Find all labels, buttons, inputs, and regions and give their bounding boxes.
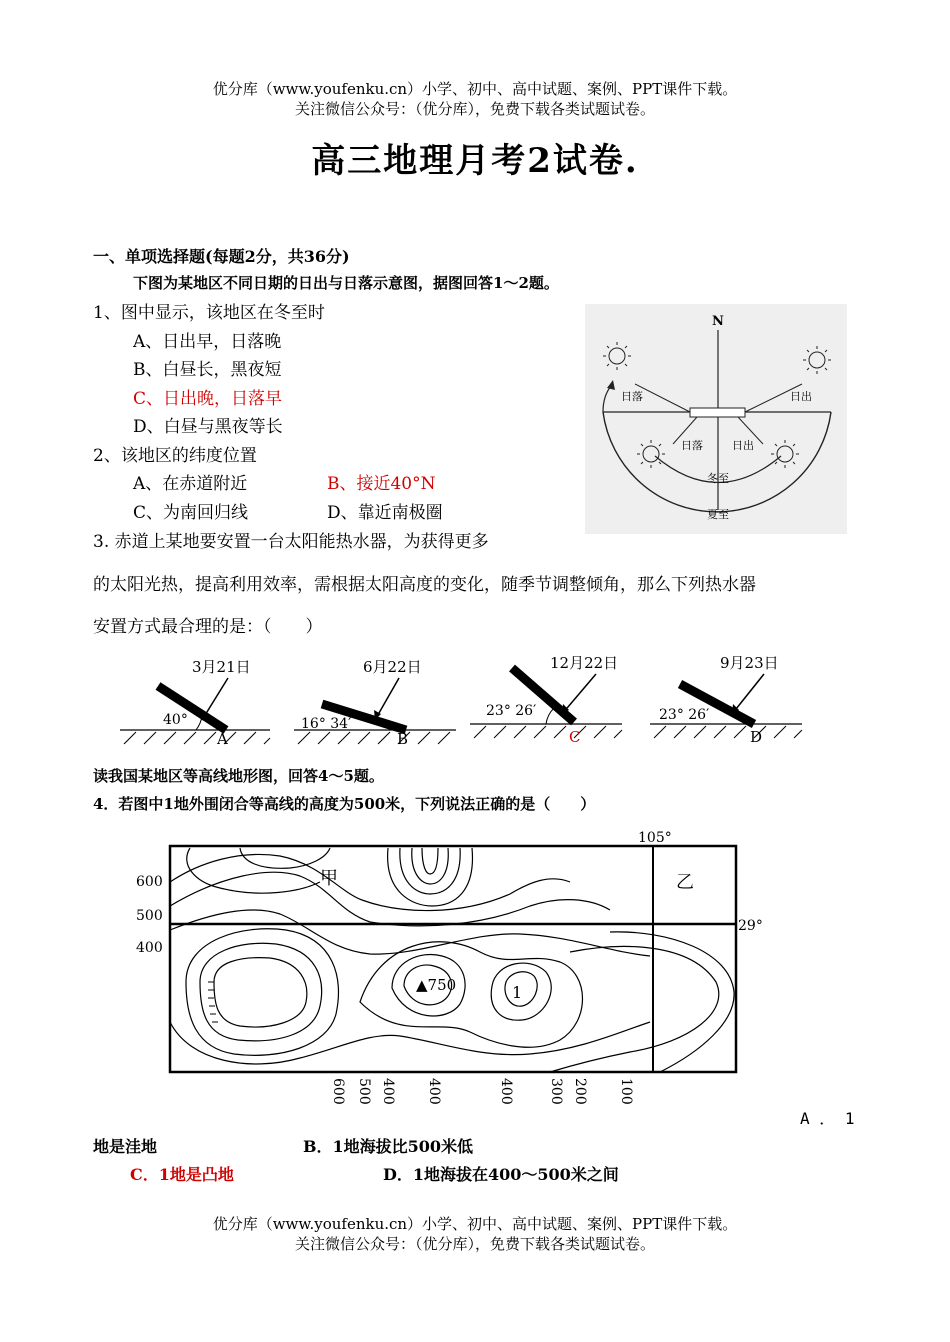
winter-solstice-label: 冬至 (707, 472, 729, 485)
bottom-label: 400 (498, 1078, 514, 1105)
q4-option-d: D．1地海拔在400～500米之间 (383, 1165, 619, 1184)
sun-diagram-background (585, 304, 847, 534)
sunset-upper-label: 日落 (621, 390, 643, 403)
heater-d-date: 9月23日 (720, 654, 779, 672)
heater-option-d (650, 654, 802, 746)
q4-stem: 4．若图中1地外围闭合等高线的高度为500米，下列说法正确的是（ ） (93, 795, 596, 813)
q2-stem: 2、该地区的纬度位置 (93, 446, 257, 466)
section-intro: 下图为某地区不同日期的日出与日落示意图，据图回答1～2题。 (133, 274, 559, 292)
latitude-label: 29° (738, 918, 763, 934)
q2-option-a: A、在赤道附近 (133, 474, 248, 494)
footer-line-1: 优分库（www.youfenku.cn）小学、初中、高中试题、案例、PPT课件下载。 (212, 1215, 738, 1233)
bottom-contour-labels (330, 1078, 634, 1105)
peak-label: ▲750 (416, 976, 457, 994)
q3-stem-line2: 的太阳光热，提高利用效率，需根据太阳高度的变化，随季节调整倾角，那么下列热水器 (93, 575, 756, 595)
q4-option-c: C．1地是凸地 (130, 1165, 234, 1184)
bottom-label: 300 (548, 1078, 564, 1105)
summer-solstice-label: 夏至 (707, 508, 729, 521)
left-label-400: 400 (136, 940, 163, 956)
header-line-1: 优分库（www.youfenku.cn）小学、初中、高中试题、案例、PPT课件下载。 (212, 80, 738, 98)
header-line-2: 关注微信公众号：（优分库），免费下载各类试题试卷。 (294, 100, 655, 118)
longitude-label: 105° (638, 830, 672, 846)
observer-box (690, 408, 745, 417)
yi-label: 乙 (676, 872, 694, 893)
page-title: 高三地理月考2试卷. (311, 141, 639, 181)
heater-a-angle: 40° (163, 712, 188, 728)
q2-option-d: D、靠近南极圈 (327, 503, 443, 523)
q4-option-a-part2: 地是洼地 (93, 1137, 158, 1156)
sunset-lower-label: 日落 (681, 439, 703, 452)
q1-stem: 1、图中显示，该地区在冬至时 (93, 303, 325, 323)
sunrise-lower-label: 日出 (732, 439, 754, 452)
heater-d-angle: 23° 26′ (659, 707, 710, 723)
sunrise-upper-label: 日出 (790, 390, 812, 403)
bottom-label: 600 (330, 1078, 346, 1105)
q1-option-c: C、日出晚，日落早 (133, 389, 283, 409)
bottom-label: 100 (618, 1078, 634, 1105)
heater-b-date: 6月22日 (363, 658, 422, 676)
bottom-label: 200 (572, 1078, 588, 1105)
north-label: N (712, 314, 724, 329)
q1-option-d: D、白昼与黑夜等长 (133, 417, 283, 437)
bottom-label: 400 (426, 1078, 442, 1105)
left-label-500: 500 (136, 908, 163, 924)
bottom-label: 500 (356, 1078, 372, 1105)
jia-label: 甲 (320, 868, 338, 889)
q3-stem-line3: 安置方式最合理的是：（ ） (93, 617, 323, 637)
heater-b-angle: 16° 34′ (301, 716, 352, 732)
heater-c-date: 12月22日 (550, 654, 619, 672)
heater-option-a (120, 658, 270, 748)
heater-a-date: 3月21日 (192, 658, 251, 676)
heater-c-letter: C (569, 728, 581, 746)
q4-option-a-part1: A ． 1 (800, 1109, 855, 1128)
point-1-label: 1 (512, 983, 523, 1002)
map-frame (170, 846, 736, 1072)
q2-option-c: C、为南回归线 (133, 503, 249, 523)
heater-b-letter: B (397, 730, 409, 748)
heater-c-angle: 23° 26′ (486, 703, 537, 719)
q1-option-a: A、日出早，日落晚 (133, 332, 282, 352)
q2-option-b: B、接近40°N (327, 474, 436, 494)
section-heading: 一、单项选择题(每题2分，共36分) (93, 247, 350, 266)
left-label-600: 600 (136, 874, 163, 890)
q45-intro: 读我国某地区等高线地形图，回答4～5题。 (93, 767, 384, 785)
heater-d-letter: D (750, 728, 763, 746)
sun-diagram (585, 304, 847, 534)
heater-a-letter: A (217, 730, 228, 748)
heater-options-figure (110, 648, 840, 748)
heater-option-c (470, 654, 622, 746)
contour-map (130, 822, 790, 1112)
q4-option-b: B．1地海拔比500米低 (303, 1137, 474, 1156)
bottom-label: 400 (380, 1078, 396, 1105)
footer-line-2: 关注微信公众号：（优分库），免费下载各类试题试卷。 (294, 1235, 655, 1253)
q1-option-b: B、白昼长，黑夜短 (133, 360, 282, 380)
q3-stem-line1: 3. 赤道上某地要安置一台太阳能热水器，为获得更多 (93, 532, 489, 552)
heater-option-b (294, 658, 456, 748)
